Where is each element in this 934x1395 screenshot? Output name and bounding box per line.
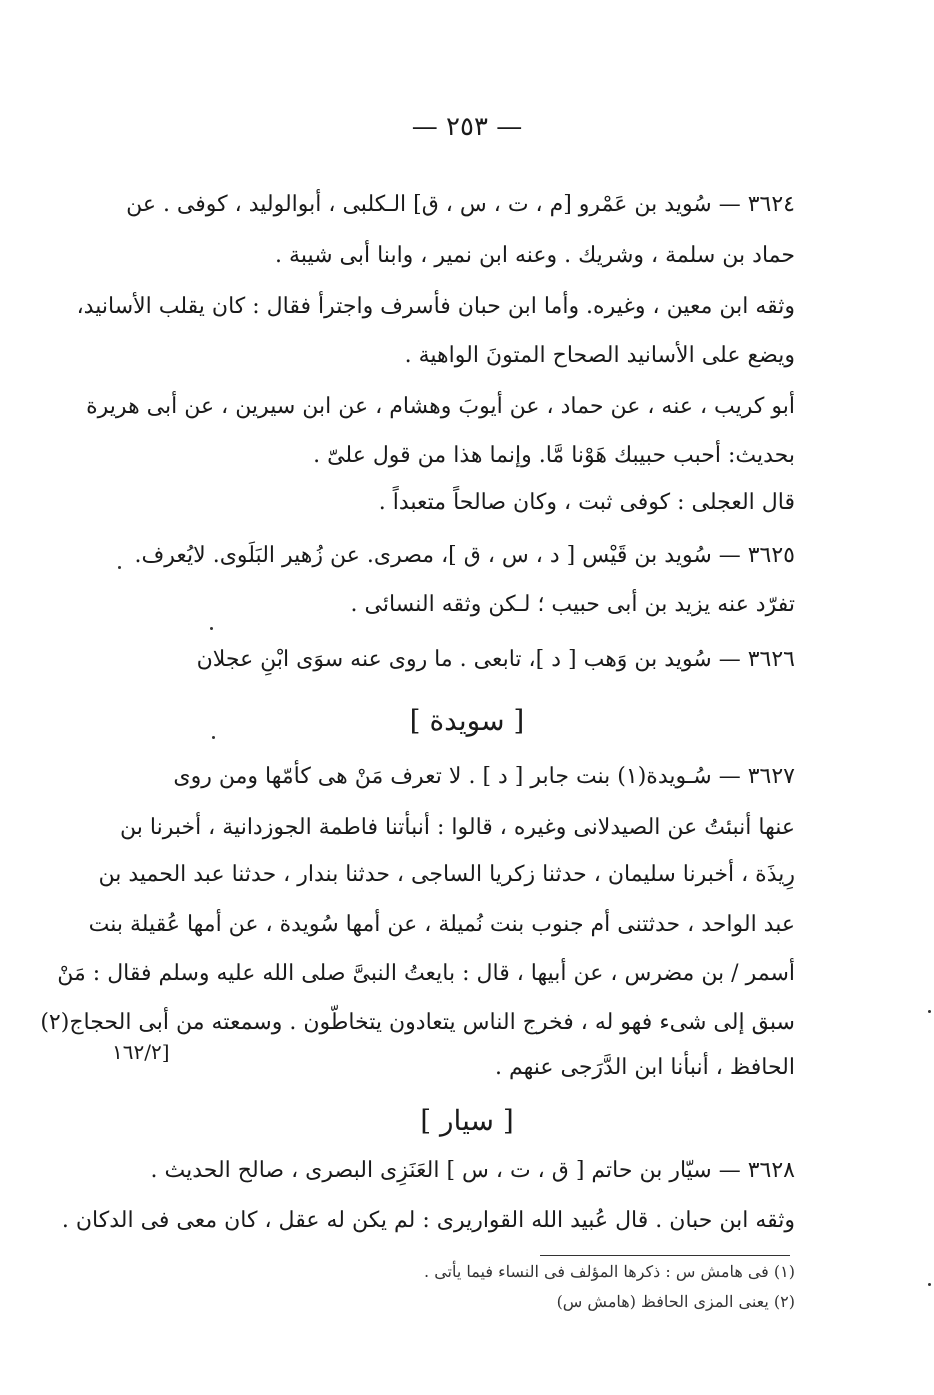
entry-3627-line-2: عنها أنبئتُ عن الصيدلانى وغيره ، قالوا : أنبأتنا فاطمة الجوزدانية ، أخبرنا بن xyxy=(120,815,795,840)
print-speck xyxy=(928,1010,931,1013)
entry-3627-line-3: رِيذَة ، أخبرنا سليمان ، حدثنا زكريا الساجى ، حدثنا بندار ، حدثنا عبد الحميد بن xyxy=(98,862,795,887)
section-heading-suwayda-label: [ سويدة ] xyxy=(409,704,525,737)
margin-page-reference: [١٦٢/٢ xyxy=(112,1040,170,1064)
entry-3624-line-7: قال العجلى : كوفى ثبت ، وكان صالحاً متعبداً . xyxy=(378,490,795,515)
print-speck xyxy=(210,627,213,630)
entry-3624-line-3: وثقه ابن معين ، وغيره. وأما ابن حبان فأسرف واجترأ فقال : كان يقلب الأسانيد، xyxy=(76,294,795,319)
entry-3626-line-1: ٣٦٢٦ — سُويد بن وَهب [ د ]، تابعى . ما روى عنه سوَى ابْنِ عجلان xyxy=(196,647,795,672)
entry-3624-line-1: ٣٦٢٤ — سُويد بن عَمْرو [م ، ت ، س ، ق] الـكلبى ، أبوالوليد ، كوفى . عن xyxy=(126,192,795,217)
entry-3627-line-4: عبد الواحد ، حدثتنى أم جنوب بنت نُميلة ، عن أمها سُويدة ، عن أمها عُقيلة بنت xyxy=(88,912,795,937)
section-heading-sayyar-label: [ سيار ] xyxy=(420,1104,514,1137)
page-number: — ٢٥٣ — xyxy=(411,112,523,142)
entry-3628-line-1: ٣٦٢٨ — سيّار بن حاتم [ ق ، ت ، س ] العَنَزِى البصرى ، صالح الحديث . xyxy=(150,1158,795,1183)
footnote-2: (٢) يعنى المزى الحافظ (هامش س) xyxy=(556,1292,795,1311)
entry-3627-line-6: سبق إلى شىء فهو له ، فخرج الناس يتعادون يتخاطّون . وسمعته من أبى الحجاج(٢) xyxy=(40,1010,795,1035)
entry-3625-line-1: ٣٦٢٥ — سُويد بن قَيْس [ د ، س ، ق ]، مصرى. عن زُهير البَلَوى. لايُعرف. xyxy=(134,543,795,568)
entry-3627-line-7: الحافظ ، أنبأنا ابن الدَّرَجى عنهم . xyxy=(494,1055,795,1080)
entry-3624-line-5: أبو كريب ، عنه ، عن حماد ، عن أيوبَ وهشام ، عن ابن سيرين ، عن أبى هريرة xyxy=(86,394,795,419)
entry-3624-line-6: بحديث: أحبب حبيبك هَوْنا مَّا. وإنما هذا من قول علىّ . xyxy=(313,443,795,468)
footnote-1: (١) فى هامش س : ذكرها المؤلف فى النساء فيما يأتى . xyxy=(424,1262,795,1281)
section-heading-sayyar xyxy=(0,1100,934,1141)
entry-3624-line-4: ويضع على الأسانيد الصحاح المتونَ الواهية . xyxy=(404,343,795,368)
entry-3625-line-2: تفرّد عنه يزيد بن أبى حبيب ؛ لـكن وثقه النسائى . xyxy=(350,592,795,617)
section-heading-suwayda xyxy=(0,700,934,741)
entry-3628-line-2: وثقه ابن حبان . قال عُبيد الله القواريرى : لم يكن له عقل ، كان معى فى الدكان . xyxy=(61,1208,795,1233)
entry-3627-line-1: ٣٦٢٧ — سُـويدة(١) بنت جابر [ د ] . لا تعرف مَنْ هى كأمّها ومن روى xyxy=(173,764,795,789)
entry-3624-line-2: حماد بن سلمة ، وشريك . وعنه ابن نمير ، وابنا أبى شيبة . xyxy=(275,243,795,268)
footnote-divider xyxy=(540,1255,790,1256)
print-speck xyxy=(928,1283,931,1286)
print-speck xyxy=(212,736,215,739)
entry-3627-line-5: أسمر / بن مضرس ، عن أبيها ، قال : بايعتُ النبىَّ صلى الله عليه وسلم فقال : مَنْ xyxy=(57,961,795,986)
print-speck xyxy=(118,566,121,569)
